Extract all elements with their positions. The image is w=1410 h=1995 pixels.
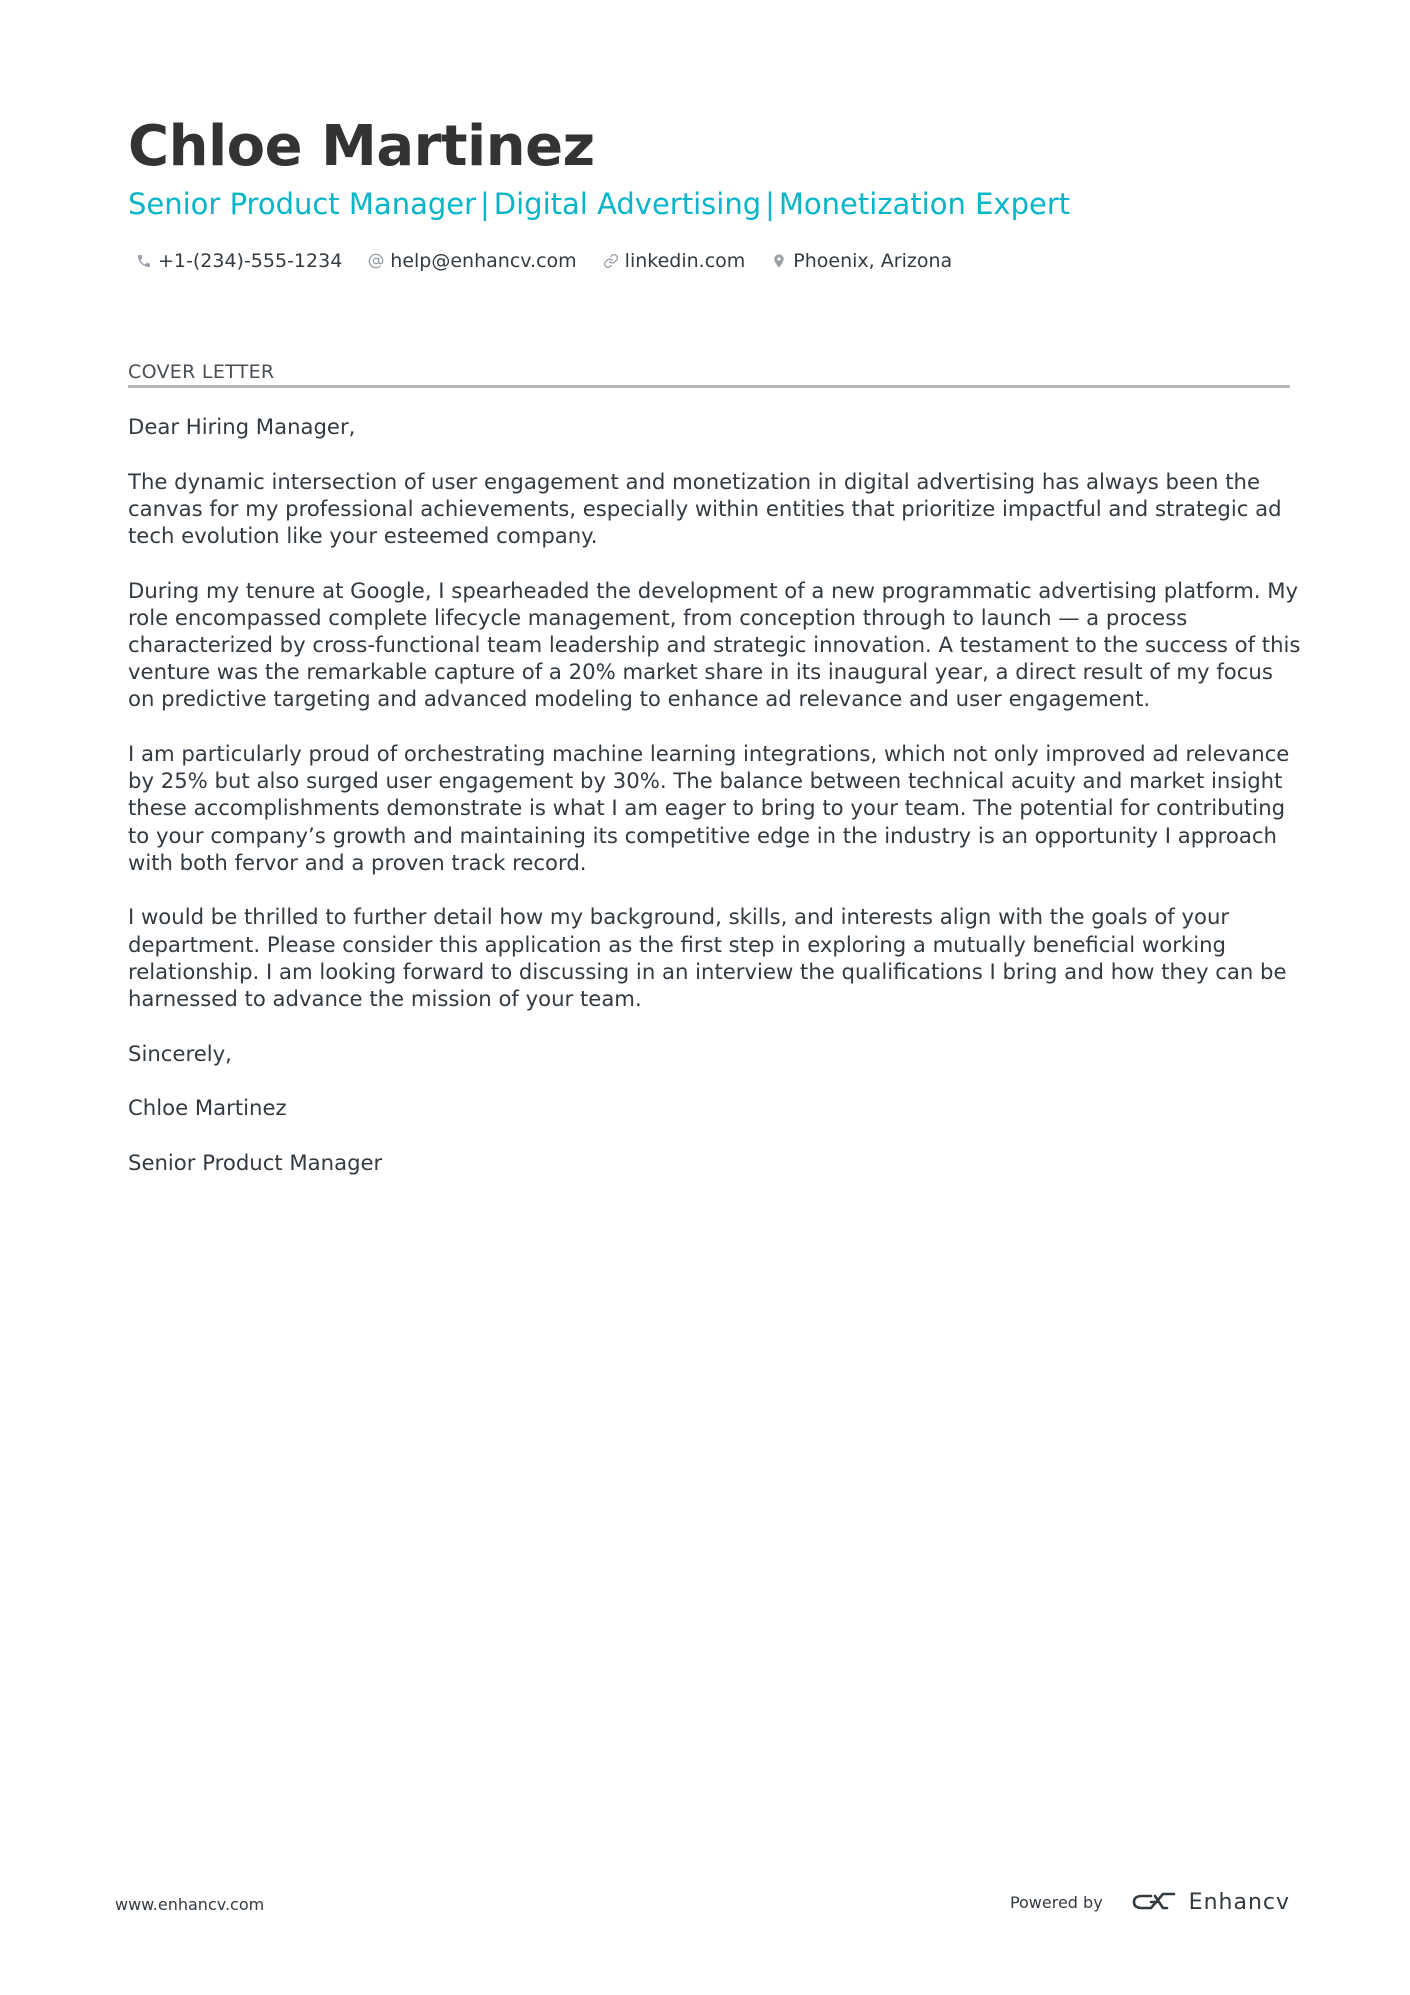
signature-title: Senior Product Manager (128, 1149, 383, 1175)
brand-name: Enhancv (1188, 1889, 1290, 1915)
footer-website[interactable]: www.enhancv.com (115, 1895, 265, 1914)
section-title: COVER LETTER (128, 361, 275, 383)
headline (128, 184, 1070, 224)
letter-body (128, 413, 1303, 1203)
contact-email[interactable] (368, 250, 576, 272)
email-text: help@enhancv.com (390, 250, 577, 272)
signature-name: Chloe Martinez (128, 1095, 287, 1121)
contact-location (771, 250, 952, 272)
enhancv-logo-icon (1131, 1890, 1177, 1914)
contact-phone[interactable] (136, 250, 342, 272)
map-pin-icon (771, 253, 787, 269)
headline-field: Digital Advertising (493, 187, 762, 221)
letter-paragraph: The dynamic intersection of user engagement and monetization in digital advertising has always been the canvas for my professional achievements, especially within entities that prioritize impactful and strategic ad tech evolution like your esteemed company. (128, 468, 1282, 548)
contact-bar (136, 247, 978, 275)
at-sign-icon (368, 253, 384, 269)
phone-icon (136, 253, 152, 269)
location-text: Phoenix, Arizona (793, 250, 953, 272)
headline-role: Senior Product Manager (128, 187, 477, 221)
link-icon (603, 253, 619, 269)
letter-paragraph: I would be thrilled to further detail how my background, skills, and interests align with the goals of your department. Please consider this application as the first step in exploring a mutually beneficial working relationship. I am looking forward to discussing in an interview the qualifications I bring and how they can be harnessed to advance the mission of your team. (128, 904, 1287, 1012)
candidate-name: Chloe Martinez (128, 114, 595, 179)
section-divider (128, 385, 1290, 388)
letter-paragraph: During my tenure at Google, I spearheaded the development of a new programmatic advertising platform. My role encompassed complete lifecycle management, from conception through to launch — a process characterized by cross-functional team leadership and strategic innovation. A testament to the success of this venture was the remarkable capture of a 20% market share in its inaugural year, a direct result of my focus on predictive targeting and advanced modeling to enhance ad relevance and user engagement. (128, 577, 1301, 712)
headline-separator: | (765, 187, 775, 221)
letter-closing: Sincerely, (128, 1040, 232, 1066)
contact-link[interactable] (603, 250, 746, 272)
powered-by-text: Powered by (1009, 1892, 1103, 1912)
letter-paragraph: I am particularly proud of orchestrating machine learning integrations, which not only improved ad relevance by 25% but also surged user engagement by 30%. The balance between technical acuity and market insight these accomplishments demonstrate is what I am eager to bring to your team. The potential for contributing to your company’s growth and maintaining its competitive edge in the industry is an opportunity I approach with both fervor and a proven track record. (128, 741, 1290, 875)
headline-separator: | (480, 187, 490, 221)
phone-text: +1-(234)-555-1234 (158, 250, 343, 272)
footer-branding[interactable] (1010, 1882, 1290, 1922)
letter-greeting: Dear Hiring Manager, (128, 414, 356, 439)
headline-expertise: Monetization Expert (778, 187, 1071, 221)
link-text: linkedin.com (624, 250, 746, 272)
